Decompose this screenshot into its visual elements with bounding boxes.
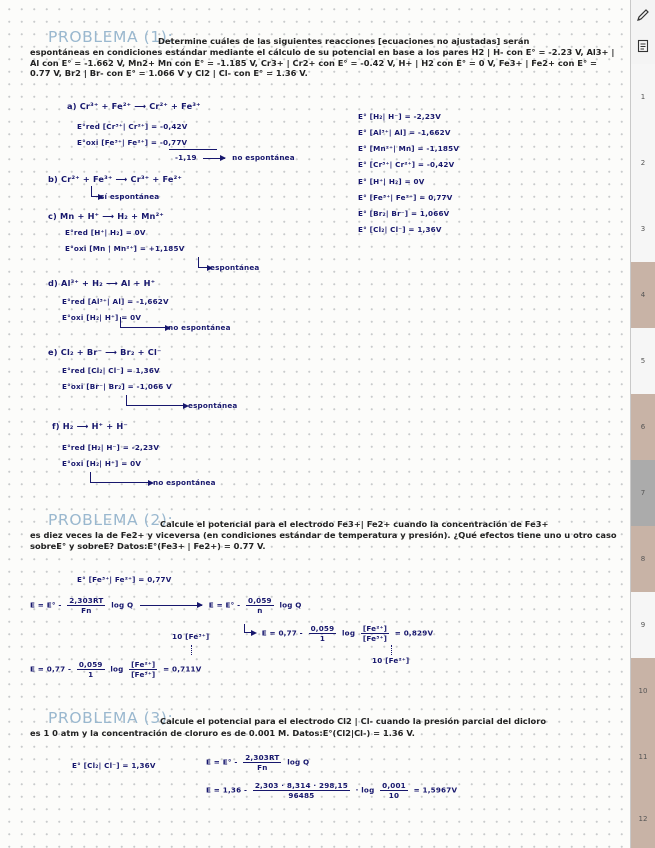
potential-table-row: E° [Cl₂| Cl⁻] = 1,36V <box>358 225 442 234</box>
p3-calculation <box>206 781 457 800</box>
calc-lhs: E = 1,36 - <box>206 785 248 795</box>
simplified-lhs: E = E° - <box>208 600 241 610</box>
tab-11[interactable] <box>630 724 655 790</box>
reaction-d-result: no espontánea <box>168 323 231 332</box>
result-arrow-icon <box>120 317 165 328</box>
case1-quotient <box>361 624 389 643</box>
reaction-b: b) Cr²⁺ + Fe³⁺ ⟶ Cr³⁺ + Fe²⁺ <box>48 174 182 184</box>
reaction-c-result: espontánea <box>210 263 260 272</box>
tab-12[interactable] <box>630 790 655 848</box>
potential-table-row: E° [H₂| H⁻] = -2,23V <box>358 112 441 121</box>
calc-quotient <box>380 781 408 800</box>
potential-table-row: E° [H⁺| H₂] = 0V <box>358 177 425 186</box>
case1-result: = 0,829V <box>394 628 434 638</box>
tab-label: 4 <box>640 291 646 299</box>
case2-quotient-num: [Fe²⁺] <box>131 660 156 669</box>
tab-label: 10 <box>638 687 648 695</box>
case1-lhs: E = 0,77 - <box>261 628 303 638</box>
notebook-icon <box>636 39 650 53</box>
reaction-a-result: no espontánea <box>232 153 295 162</box>
connector-line <box>391 645 392 655</box>
tab-3[interactable] <box>630 196 655 262</box>
calc-log: · log <box>355 785 375 795</box>
problem-1-statement: espontáneas en condiciones estándar mediante el cálculo de su potencial en base a los pares H2 | H- con E° = -2.23 V, Al3+ | Al con E° = -1.662 V, Mn2+ Mn con E° = -1.185 V, Cr3+ | Cr2+ con E° = -0.42 V, H+ | H2 con E° = 0 V, Fe3+ | Fe2+ con E° = 0.77 V, Br2 | Br- con E° = 1.066 V y Cl2 | Cl- con E° = 1.36 V. <box>30 47 615 78</box>
problem-2-title: PROBLEMA (2): <box>48 511 174 529</box>
reaction-e-ered: E°red [Cl₂| Cl⁻] = 1,36V <box>62 366 160 375</box>
problem-3-statement-lead: Calcule el potencial para el electrodo Cl2 | Cl- cuando la presión parcial del dicloro <box>160 716 547 726</box>
case1-quotient-num: [Fe²⁺] <box>362 624 388 633</box>
notebook-tab-strip <box>630 0 655 848</box>
simplified-numerator: 0,059 <box>248 596 272 605</box>
tab-label: 1 <box>640 93 646 101</box>
tab-label: 6 <box>640 423 646 431</box>
reaction-a-ered: E°red [Cr³⁺| Cr²⁺] = -0,42V <box>77 122 188 131</box>
pencil-tool[interactable] <box>630 0 655 28</box>
p2-nernst-equation <box>30 596 302 615</box>
p2-case2-condition: 10 [Fe²⁺] <box>372 656 410 665</box>
tab-label: 9 <box>640 621 646 629</box>
nernst-lhs: E = E° - <box>206 757 238 767</box>
p2-given-potential: E° [Fe³⁺| Fe²⁺] = 0,77V <box>77 575 172 584</box>
reaction-c: c) Mn + H⁺ ⟶ H₂ + Mn²⁺ <box>48 211 164 221</box>
nernst-numerator: 2,303RT <box>69 596 104 605</box>
nernst-fraction <box>243 753 281 772</box>
case2-quotient-den: [Fe³⁺] <box>131 670 156 679</box>
result-arrow-icon <box>91 186 98 197</box>
reaction-f-ered: E°red [H₂| H⁻] = -2,23V <box>62 443 160 452</box>
sum-underline <box>169 149 217 150</box>
reaction-d-eoxi: E°oxi [H₂| H⁺] = 0V <box>62 313 142 322</box>
pencil-icon <box>636 8 650 22</box>
nernst-log: log Q <box>111 600 134 610</box>
reaction-a-eoxi: E°oxi [Fe³⁺| Fe²⁺] = -0,77V <box>77 138 188 147</box>
reaction-e-eoxi: E°oxi [Br⁻| Br₂] = -1,066 V <box>62 382 172 391</box>
nernst-numerator: 2,303RT <box>245 753 280 762</box>
reaction-a-sum <box>175 153 295 162</box>
case2-numerator: 0,059 <box>78 660 103 669</box>
tab-10[interactable] <box>630 658 655 724</box>
p3-given-potential: E° [Cl₂| Cl⁻] = 1,36V <box>72 761 156 770</box>
case1-numerator: 0,059 <box>310 624 335 633</box>
p3-nernst-equation <box>206 753 309 772</box>
arrow-icon <box>140 605 202 606</box>
potential-table-row: E° [Cr³⁺| Cr²⁺] = -0,42V <box>358 160 455 169</box>
reaction-c-eoxi: E°oxi [Mn | Mn²⁺] = +1,185V <box>65 244 185 253</box>
tab-2[interactable] <box>630 130 655 196</box>
p2-case2-equation <box>30 660 202 679</box>
calc-result: = 1,5967V <box>413 785 458 795</box>
reaction-c-ered: E°red [H⁺| H₂] = 0V <box>65 228 146 237</box>
result-arrow-icon <box>90 472 148 483</box>
connector-line <box>191 645 192 655</box>
case2-log: log <box>110 664 124 674</box>
tab-1[interactable] <box>630 64 655 130</box>
reaction-a-sum-value: -1,19 <box>175 153 197 162</box>
problem-1-statement-lead: Determine cuáles de las siguientes reacciones [ecuaciones no ajustadas] serán <box>158 36 530 46</box>
reaction-f: f) H₂ ⟶ H⁺ + H⁻ <box>52 421 128 431</box>
reaction-f-eoxi: E°oxi [H₂| H⁺] = 0V <box>62 459 142 468</box>
simplified-fraction <box>246 596 274 615</box>
calc-quotient-den: 10 <box>388 791 400 800</box>
calc-denominator: 96485 <box>288 791 315 800</box>
case2-fraction <box>77 660 105 679</box>
calc-quotient-num: 0,001 <box>382 781 406 790</box>
tab-6[interactable] <box>630 394 655 460</box>
nernst-fraction <box>67 596 105 615</box>
calc-numerator: 2,303 · 8,314 · 298,15 <box>254 781 348 790</box>
potential-table-row: E° [Al³⁺| Al] = -1,662V <box>358 128 451 137</box>
nernst-log: log Q <box>287 757 310 767</box>
case2-result: = 0,711V <box>163 664 202 674</box>
nernst-lhs: E = E° - <box>30 600 62 610</box>
tab-9[interactable] <box>630 592 655 658</box>
case2-quotient <box>129 660 157 679</box>
problem-2-statement-lead: Calcule el potencial para el electrodo Fe3+| Fe2+ cuando la concentración de Fe3+ <box>160 519 549 529</box>
notebook-tool[interactable] <box>630 28 655 64</box>
reaction-a: a) Cr³⁺ + Fe²⁺ ⟶ Cr²⁺ + Fe³⁺ <box>67 101 201 111</box>
arrow-icon <box>203 158 225 159</box>
tab-5[interactable] <box>630 328 655 394</box>
tab-label: 12 <box>638 815 648 823</box>
tab-label: 3 <box>640 225 646 233</box>
problem-1-title: PROBLEMA (1): <box>48 28 174 46</box>
tab-8[interactable] <box>630 526 655 592</box>
case2-denominator: 1 <box>88 670 94 679</box>
potential-table-row: E° [Mn²⁺| Mn] = -1,185V <box>358 144 460 153</box>
reaction-f-result: no espontánea <box>153 478 216 487</box>
tab-label: 8 <box>640 555 646 563</box>
problem-2-statement: es diez veces la de Fe2+ y viceversa (en condiciones estándar de temperatura y presión). ¿Qué efectos tiene uno u otro caso sobreE° y sobreE? Datos:E°(Fe3+ | Fe2+) = 0.77 V. <box>30 530 617 551</box>
p2-case1-condition: 10 [Fe³⁺] <box>172 632 210 641</box>
tab-label: 11 <box>638 753 648 761</box>
reaction-e: e) Cl₂ + Br⁻ ⟶ Br₂ + Cl⁻ <box>48 347 162 357</box>
reaction-e-result: espontánea <box>188 401 238 410</box>
case1-denominator: 1 <box>319 634 326 643</box>
tab-label: 2 <box>640 159 646 167</box>
case1-fraction <box>309 624 337 643</box>
result-arrow-icon <box>244 624 251 633</box>
tab-4[interactable] <box>630 262 655 328</box>
potential-table-row: E° [Br₂| Br⁻] = 1,066V <box>358 209 450 218</box>
problem-3-title: PROBLEMA (3): <box>48 709 174 727</box>
case1-quotient-den: [Fe³⁺] <box>362 634 388 643</box>
tab-label: 7 <box>640 489 646 497</box>
result-arrow-icon <box>126 395 183 406</box>
tab-7[interactable] <box>630 460 655 526</box>
nernst-denominator: Fn <box>81 606 92 615</box>
problem-3-statement: es 1 0 atm y la concentración de cloruro es de 0.001 M. Datos:E°(Cl2|Cl-) = 1.36 V. <box>30 728 415 738</box>
nernst-denominator: Fn <box>257 763 268 772</box>
reaction-d-ered: E°red [Al³⁺| Al] = -1,662V <box>62 297 169 306</box>
case1-log: log <box>342 628 356 638</box>
reaction-b-result: sí espontánea <box>100 192 160 201</box>
potential-table-row: E° [Fe³⁺| Fe²⁺] = 0,77V <box>358 193 453 202</box>
result-arrow-icon <box>198 257 207 268</box>
tab-label: 5 <box>640 357 646 365</box>
calc-fraction <box>253 781 350 800</box>
case2-lhs: E = 0,77 - <box>30 664 72 674</box>
simplified-denominator: n <box>257 606 263 615</box>
p2-case1-equation <box>244 624 433 643</box>
simplified-log: log Q <box>279 600 302 610</box>
reaction-d: d) Al³⁺ + H₂ ⟶ Al + H⁺ <box>48 278 156 288</box>
